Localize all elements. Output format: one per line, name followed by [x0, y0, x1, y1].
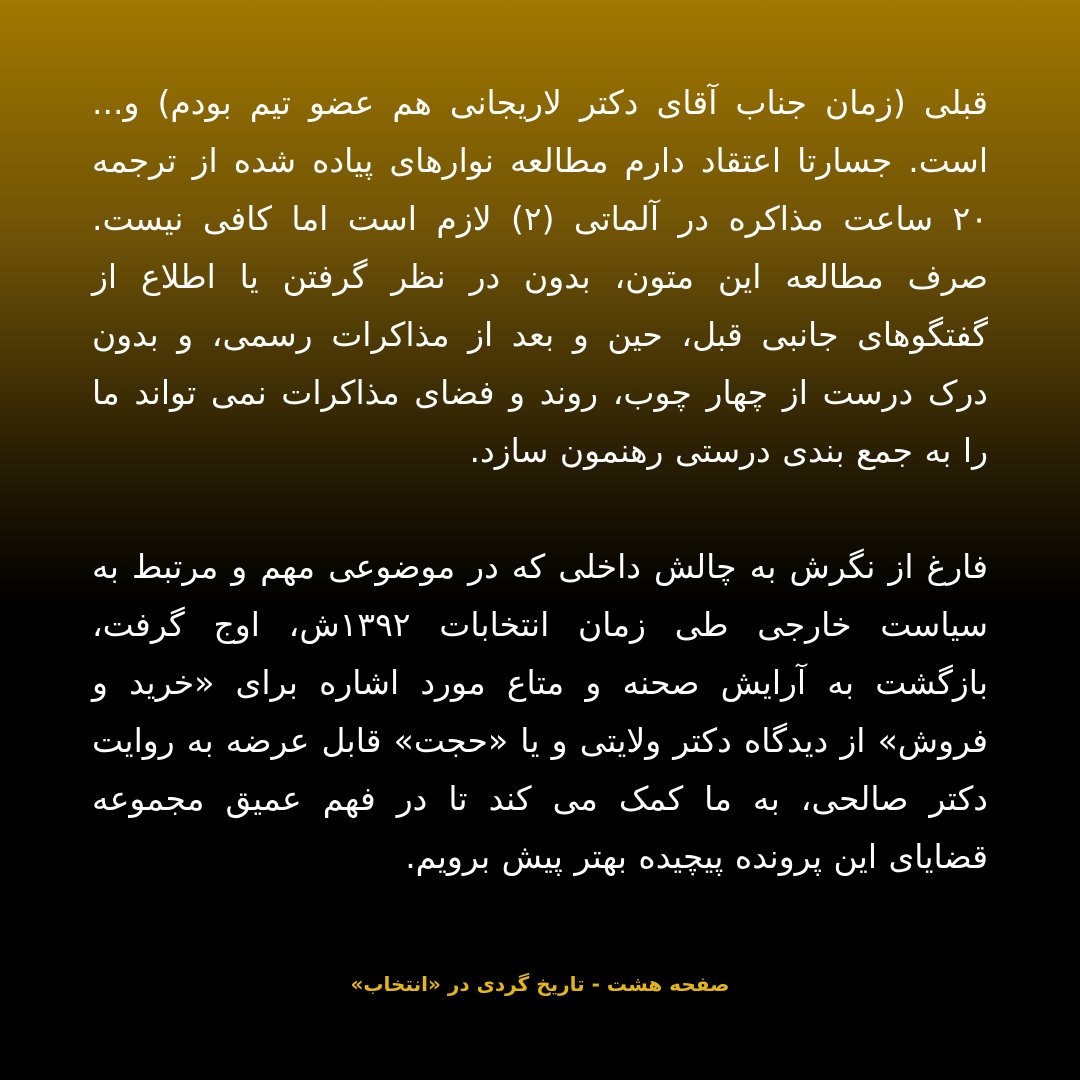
paragraph-1: قبلی (زمان جناب آقای دکتر لاریجانی هم عضو تیم بودم) و... است. جسارتا اعتقاد دارم مطالعه نوارهای پیاده شده از ترجمه ۲۰ ساعت مذاکره در آلماتی (۲) لازم است اما کافی نیست. صرف مطالعه این متون، بدون در نظر گرفتن یا اطلاع از گفتگوهای جانبی قبل، حین و بعد از مذاکرات رسمی، و بدون درک درست از چهار چوب، روند و فضای مذاکرات نمی تواند ما را به جمع بندی درستی رهنمون سازد. — [92, 83, 988, 470]
paragraph-2: فارغ از نگرش به چالش داخلی که در موضوعی مهم و مرتبط به سیاست خارجی طی زمان انتخابات ۱۳۹۲ش، اوج گرفت، بازگشت به آرایش صحنه و متاع مورد اشاره برای «خرید و فروش» از دیدگاه دکتر ولایتی و یا «حجت» قابل عرضه به روایت دکتر صالحی، به ما کمک می کند تا در فهم عمیق مجموعه قضایای این پرونده پیچیده بهتر پیش برویم. — [92, 547, 988, 876]
page-footer: صفحه هشت - تاریخ گردی در «انتخاب» — [350, 972, 730, 996]
article-text — [92, 74, 988, 886]
